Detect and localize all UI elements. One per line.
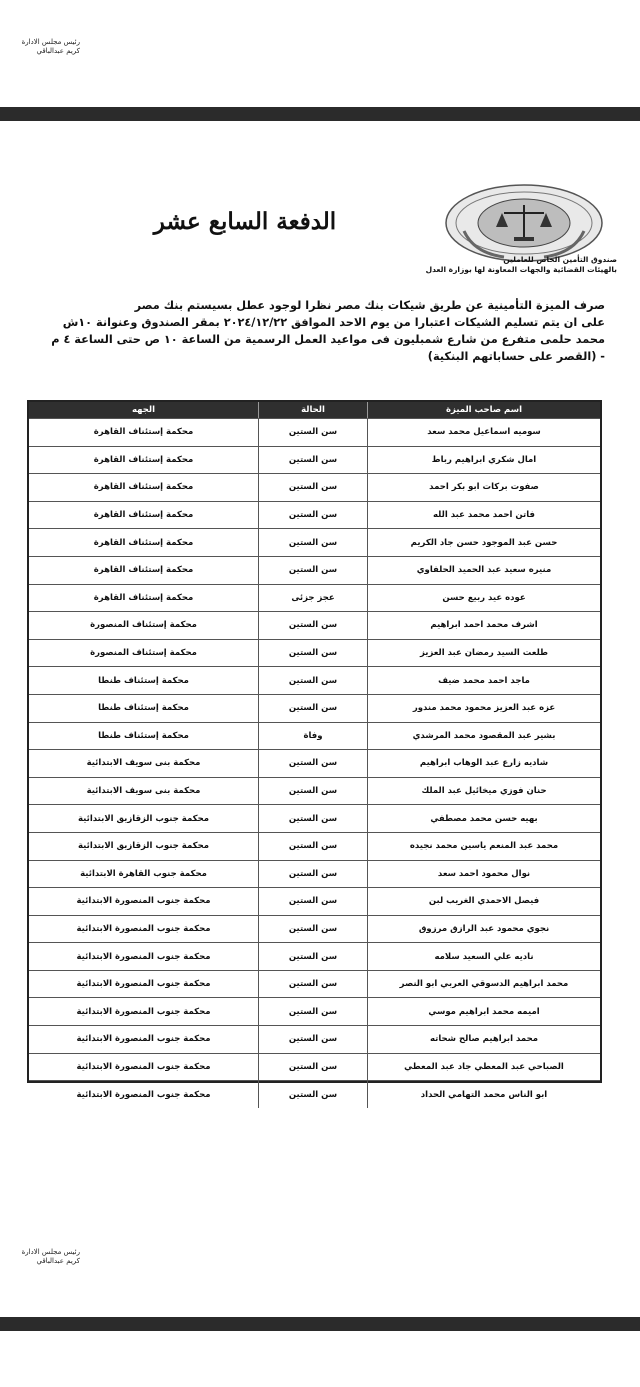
cell-name: محمد ابراهيم صالح شحاته [367,1026,600,1053]
table-row [29,942,600,970]
page-separator-bottom [0,1317,640,1331]
table-row [29,501,600,529]
cell-status: سن الستين [258,833,367,860]
cell-status: سن الستين [258,474,367,501]
cell-entity: محكمة جنوب المنصورة الابتدائية [76,951,211,962]
cell-name: حسن عبد الموجود حسن جاد الكريم [367,529,600,556]
cell-status: سن الستين [258,805,367,832]
table-row [29,666,600,694]
cell-name: بشير عبد المقصود محمد المرشدي [367,723,600,750]
cell-entity: محكمة جنوب الزقازيق الابتدائية [78,841,209,852]
cell-entity: محكمة إستئناف طنطا [98,730,189,741]
fund-name-line: صندوق التأمين الخاص للعاملين [503,255,617,264]
cell-status: عجز جزئى [258,585,367,612]
cell-entity: محكمة إستئناف القاهرة [93,592,194,603]
cell-status: سن الستين [258,640,367,667]
cell-name: فيصل الاحمدي الغريب لبن [367,888,600,915]
cell-entity: محكمة إستئناف المنصورة [90,648,197,659]
cell-status: سن الستين [258,1054,367,1081]
cell-status: سن الستين [258,861,367,888]
cell-name: بهيه حسن محمد مصطفي [367,805,600,832]
cell-name: شاديه زارع عبد الوهاب ابراهيم [367,750,600,777]
fund-name-line: بالهيئات القضائية والجهات المعاونة لها بوزارة العدل [425,265,617,274]
cell-status: سن الستين [258,1026,367,1053]
cell-entity: محكمة بنى سويف الابتدائية [86,786,201,797]
fund-name [412,255,617,275]
cell-name: منيره سعيد عبد الحميد الحلفاوي [367,557,600,584]
cell-entity: محكمة إستئناف القاهرة [93,427,194,438]
cell-status: سن الستين [258,750,367,777]
cell-name: امال شكري ابراهيم رباط [367,447,600,474]
cell-status: سن الستين [258,1081,367,1108]
cell-entity: محكمة بنى سويف الابتدائية [86,758,201,769]
cell-entity: محكمة إستئناف القاهرة [93,510,194,521]
header-name: اسم صاحب الميزة [367,402,600,418]
table-row [29,528,600,556]
cell-status: سن الستين [258,557,367,584]
intro-paragraph [30,297,605,365]
fund-logo-emblem [444,183,604,265]
batch-title: الدفعة السابع عشر [153,208,337,235]
cell-name: حنان فوزي ميخائيل عبد الملك [367,778,600,805]
table-row [29,777,600,805]
cell-name: اشرف محمد احمد ابراهيم [367,612,600,639]
intro-line: على ان يتم تسليم الشيكات اعتبارا من يوم الاحد الموافق ٢٠٢٤/١٢/٢٢ بمقر الصندوق وعنوانة ١٠ش [62,316,605,329]
cell-name: عزه عبد العزيز محمود محمد مندور [367,695,600,722]
cell-status: سن الستين [258,612,367,639]
signature-name: كريم عبدالباقي [36,47,80,55]
cell-status: سن الستين [258,778,367,805]
cell-entity: محكمة إستئناف طنطا [98,675,189,686]
table-row [29,832,600,860]
table-row [29,639,600,667]
table-row [29,970,600,998]
table-row [29,611,600,639]
table-row [29,1080,600,1108]
intro-line: محمد حلمى متفرع من شارع شمبليون فى مواعيد العمل الرسمية من الساعة ١٠ ص حتى الساعة ٤ م [51,333,605,346]
cell-status: سن الستين [258,888,367,915]
cell-status: سن الستين [258,695,367,722]
signature-title: رئيس مجلس الادارة [21,1248,80,1256]
cell-status: سن الستين [258,998,367,1025]
cell-name: ناديه علي السعيد سلامه [367,943,600,970]
cell-name: طلعت السيد رمضان عبد العزيز [367,640,600,667]
table-row [29,887,600,915]
cell-status: سن الستين [258,529,367,556]
cell-status: سن الستين [258,447,367,474]
cell-status: سن الستين [258,502,367,529]
cell-entity: محكمة جنوب المنصورة الابتدائية [76,923,211,934]
table-row [29,584,600,612]
table-row [29,804,600,832]
cell-entity: محكمة جنوب المنصورة الابتدائية [76,1089,211,1100]
cell-entity: محكمة إستئناف القاهرة [93,565,194,576]
cell-status: سن الستين [258,916,367,943]
table-row [29,1025,600,1053]
signature-name: كريم عبدالباقي [36,1257,80,1265]
cell-name: نوال محمود احمد سعد [367,861,600,888]
cell-entity: محكمة جنوب الزقازيق الابتدائية [78,813,209,824]
cell-entity: محكمة جنوب المنصورة الابتدائية [76,1006,211,1017]
table-header [29,402,600,418]
table-row [29,473,600,501]
cell-name: صفوت بركات ابو بكر احمد [367,474,600,501]
cell-status: وفاة [258,723,367,750]
cell-entity: محكمة إستئناف القاهرة [93,537,194,548]
cell-name: محمد ابراهيم الدسوقي العربي ابو النصر [367,971,600,998]
beneficiaries-table [27,400,602,1100]
cell-name: ماجد احمد محمد ضيف [367,667,600,694]
header-entity: الجهه [132,405,155,415]
signature-bottom [0,1248,80,1266]
cell-status: سن الستين [258,971,367,998]
signature-title: رئيس مجلس الادارة [21,38,80,46]
table-row [29,749,600,777]
cell-entity: محكمة إستئناف طنطا [98,703,189,714]
table-row [29,997,600,1025]
cell-status: سن الستين [258,667,367,694]
cell-name: محمد عبد المنعم ياسين محمد نجيده [367,833,600,860]
table-row [29,860,600,888]
cell-name: اميمه محمد ابراهيم موسي [367,998,600,1025]
cell-name: فاتن احمد محمد عبد الله [367,502,600,529]
table-body [29,418,600,1108]
cell-entity: محكمة إستئناف المنصورة [90,620,197,631]
table-row [29,1053,600,1081]
cell-name: عوده عيد ربيع حسن [367,585,600,612]
cell-entity: محكمة جنوب المنصورة الابتدائية [76,896,211,907]
table-row [29,418,600,446]
cell-name: نجوي محمود عبد الرازق مرزوق [367,916,600,943]
cell-name: الصباحي عبد المعطي جاد عبد المعطي [367,1054,600,1081]
table-row [29,915,600,943]
table-row [29,722,600,750]
cell-entity: محكمة جنوب المنصورة الابتدائية [76,1034,211,1045]
cell-entity: محكمة إستئناف القاهرة [93,482,194,493]
signature-top [0,38,80,56]
cell-entity: محكمة جنوب القاهرة الابتدائية [80,868,207,879]
cell-entity: محكمة جنوب المنصورة الابتدائية [76,1061,211,1072]
table-row [29,694,600,722]
cell-status: سن الستين [258,943,367,970]
cell-entity: محكمة إستئناف القاهرة [93,454,194,465]
table-row [29,556,600,584]
cell-name: ابو الناس محمد التهامي الحداد [367,1081,600,1108]
table-row [29,446,600,474]
intro-line: - (القصر على حساباتهم البنكية) [427,350,605,363]
cell-name: سوميه اسماعيل محمد سعد [367,419,600,446]
intro-line: صرف الميزة التأمينية عن طريق شيكات بنك مصر نظرا لوجود عطل بسيستم بنك مصر [134,299,605,312]
cell-entity: محكمة جنوب المنصورة الابتدائية [76,979,211,990]
header-status: الحالة [258,402,367,418]
cell-status: سن الستين [258,419,367,446]
page-separator-top [0,107,640,121]
